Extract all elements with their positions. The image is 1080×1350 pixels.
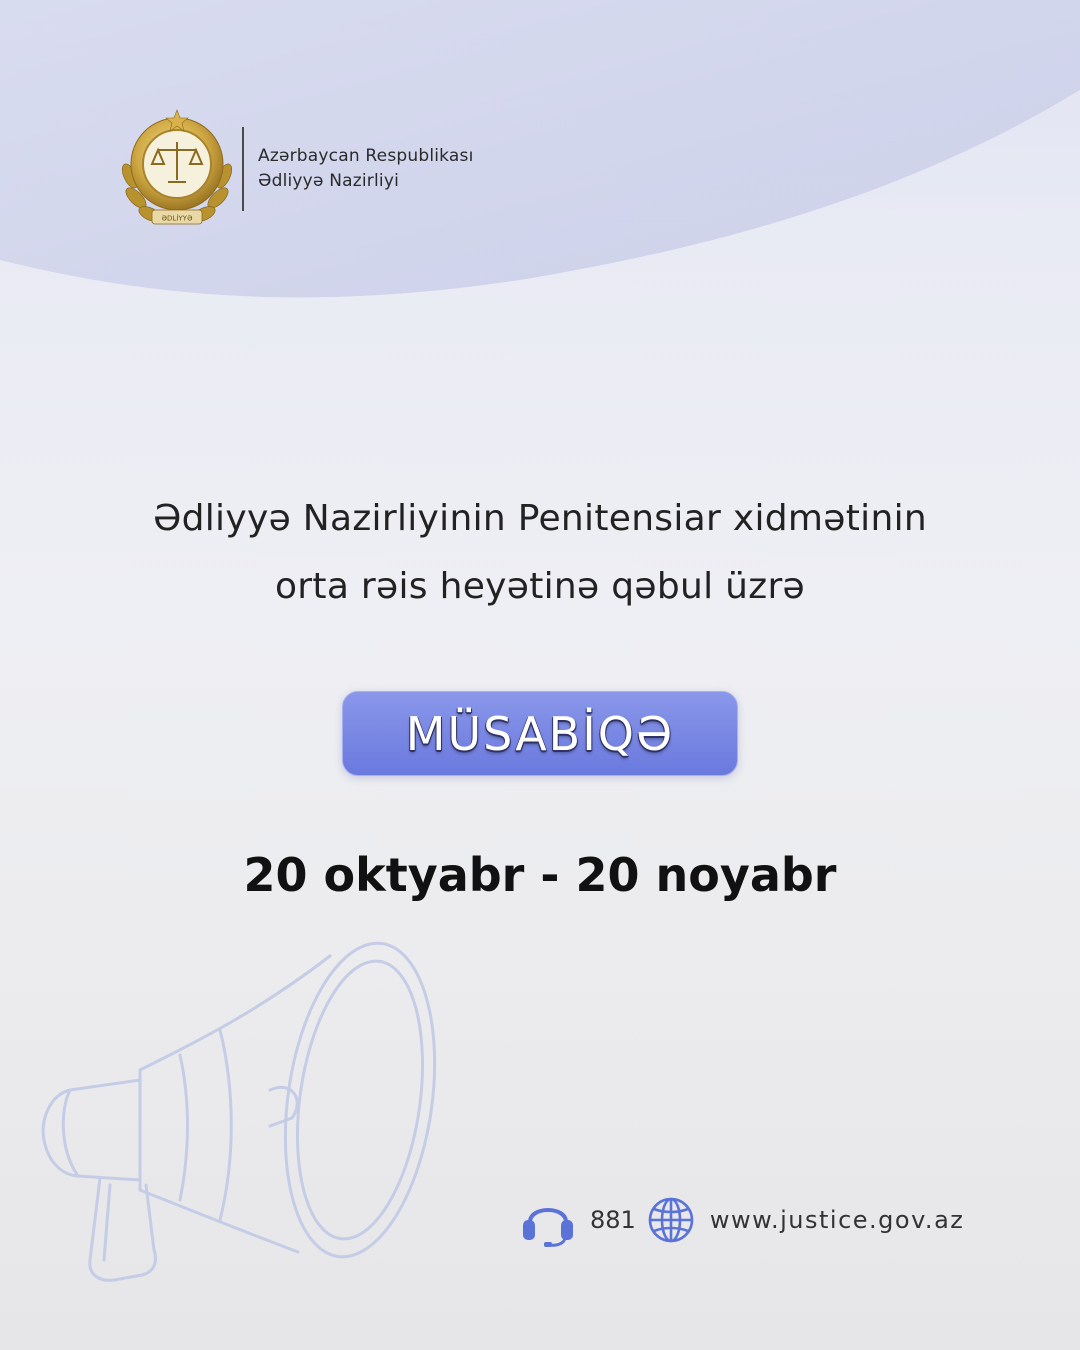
hotline-number[interactable]: 881	[590, 1206, 636, 1234]
announcement-subtitle-line-2: orta rəis heyətinə qəbul üzrə	[274, 566, 805, 607]
competition-badge	[342, 691, 738, 776]
website-link[interactable]: www.justice.gov.az	[709, 1206, 965, 1234]
emblem-ribbon-text: ƏDLİYYƏ	[161, 214, 193, 223]
competition-dates: 20 oktyabr - 20 noyabr	[243, 848, 837, 902]
org-line-2: Ədliyyə Nazirliyi	[258, 171, 400, 191]
ministry-header	[116, 104, 474, 234]
ministry-name	[258, 144, 474, 194]
megaphone-icon	[30, 930, 460, 1350]
org-line-1: Azərbaycan Respublikası	[258, 146, 474, 166]
ministry-emblem-icon	[116, 106, 238, 232]
header-divider	[242, 127, 244, 211]
announcement-subtitle-line-1: Ədliyyə Nazirliyinin Penitensiar xidmətinin	[152, 498, 928, 539]
competition-badge-label: MÜSABİQƏ	[405, 706, 675, 761]
headset-icon	[518, 1192, 578, 1248]
contact-footer	[518, 1192, 964, 1248]
globe-icon	[646, 1195, 696, 1245]
